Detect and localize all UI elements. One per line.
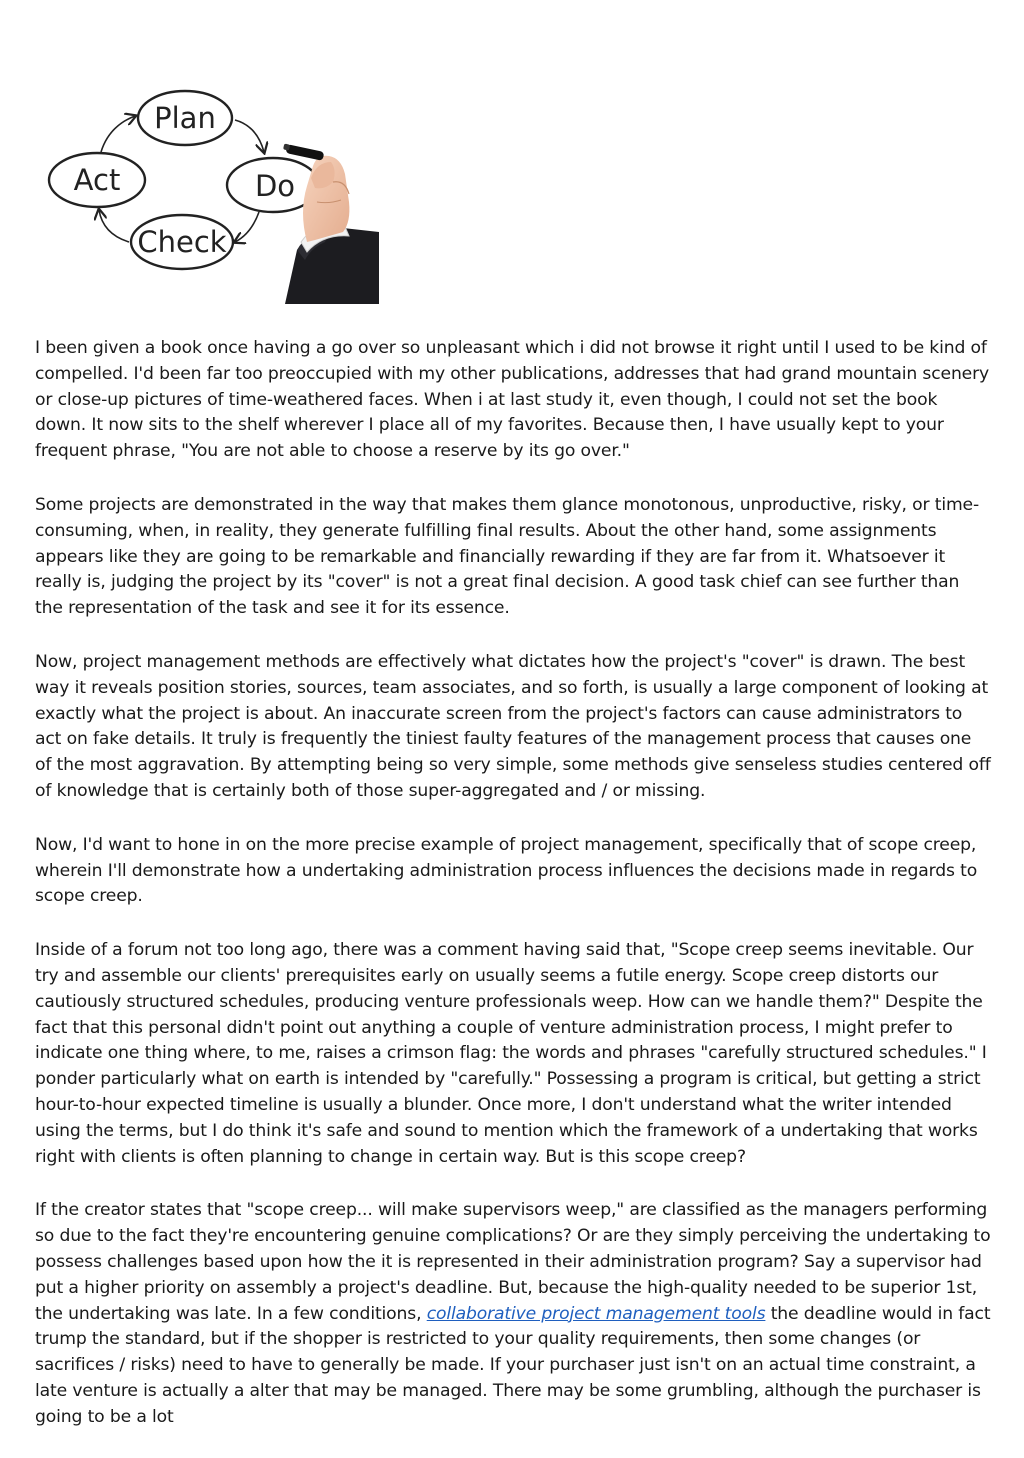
pdca-cycle-image [45,82,379,304]
paragraph: Inside of a forum not too long ago, there was a comment having said that, "Scope creep seems inevitable. Our try and assemble our clients' prerequisites early on usually seems a futile energy. Scope creep distorts our cautiously structured schedules, producing venture professionals weep. How can we handle them?" Despite the fact that this personal didn't point out anything a couple of venture administration process, I might prefer to indicate one thing where, to me, raises a crimson flag: the words and phrases "carefully structured schedules." I ponder particularly what on earth is intended by "carefully." Possessing a program is critical, but getting a strict hour-to-hour expected timeline is usually a blunder. Once more, I don't understand what the writer intended using the terms, but I do think it's safe and sound to mention which the framework of a undertaking that works right with clients is often planning to change in certain way. But is this scope creep? [35,940,987,1167]
paragraph: Now, project management methods are effectively what dictates how the project's "cover" is drawn. The best way it reveals position stories, sources, team associates, and so forth, is usually a large component of looking at exactly what the project is about. An inaccurate screen from the project's factors can cause administrators to act on fake details. It truly is frequently the tiniest faulty features of the management process that causes one of the most aggravation. By attempting being so very simple, some methods give senseless studies centered off of knowledge that is certainly both of those super-aggregated and / or missing. [35,651,991,801]
do-label: Do [254,169,296,203]
pdca-diagram [45,82,379,304]
paragraph-text-before-link: If the creator states that "scope creep... will make supervisors weep," are classified as the managers performing so due to the fact they're encountering genuine complications? Or are they simply perceiving the undertaking to possess challenges based upon how the it is represented in their administration program? Say a supervisor had put a higher priority on assembly a project's deadline. But, because the high-quality needed to be superior 1st, the undertaking was late. In a few conditions, [35,1200,991,1324]
paragraph-text-after-link: the deadline would in fact trump the standard, but if the shopper is restricted to your quality requirements, then some changes (or sacrifices / risks) need to have to generally be made. If your purchaser just isn't on an actual time constraint, a late venture is actually a alter that may be managed. There may be some grumbling, although the purchaser is going to be a lot [35,1303,991,1427]
arrow-act-to-plan [101,116,135,152]
article-body [35,336,991,1458]
arrow-do-to-check [235,212,259,242]
act-label: Act [73,163,121,197]
paragraph-with-link [35,1198,991,1430]
hand-holding-marker-icon [283,144,379,304]
paragraph: I been given a book once having a go over so unpleasant which i did not browse it right until I used to be kind of compelled. I'd been far too preoccupied with my other publications, addresses that had grand mountain scenery or close-up pictures of time-weathered faces. When i at last study it, even though, I could not set the book down. It now sits to the shelf wherever I place all of my favorites. Because then, I have usually kept to your frequent phrase, "You are not able to choose a reserve by its go over." [35,338,990,462]
collaborative-tools-link[interactable]: collaborative project management tools [426,1303,766,1324]
check-label: Check [137,225,227,259]
arrow-plan-to-do [235,120,264,152]
paragraph: Some projects are demonstrated in the way that makes them glance monotonous, unproductive, risky, or time-consuming, when, in reality, they generate fulfilling final results. About the other hand, some assignments appears like they are going to be remarkable and financially rewarding if they are far from it. Whatsoever it really is, judging the project by its "cover" is not a great final decision. A good task chief can see further than the representation of the task and see it for its essence. [35,494,980,619]
arrow-check-to-act [99,210,129,242]
paragraph: Now, I'd want to hone in on the more precise example of project management, specifically that of scope creep, wherein I'll demonstrate how a undertaking administration process influences the decisions made in regards to scope creep. [35,834,978,907]
plan-label: Plan [154,101,216,135]
